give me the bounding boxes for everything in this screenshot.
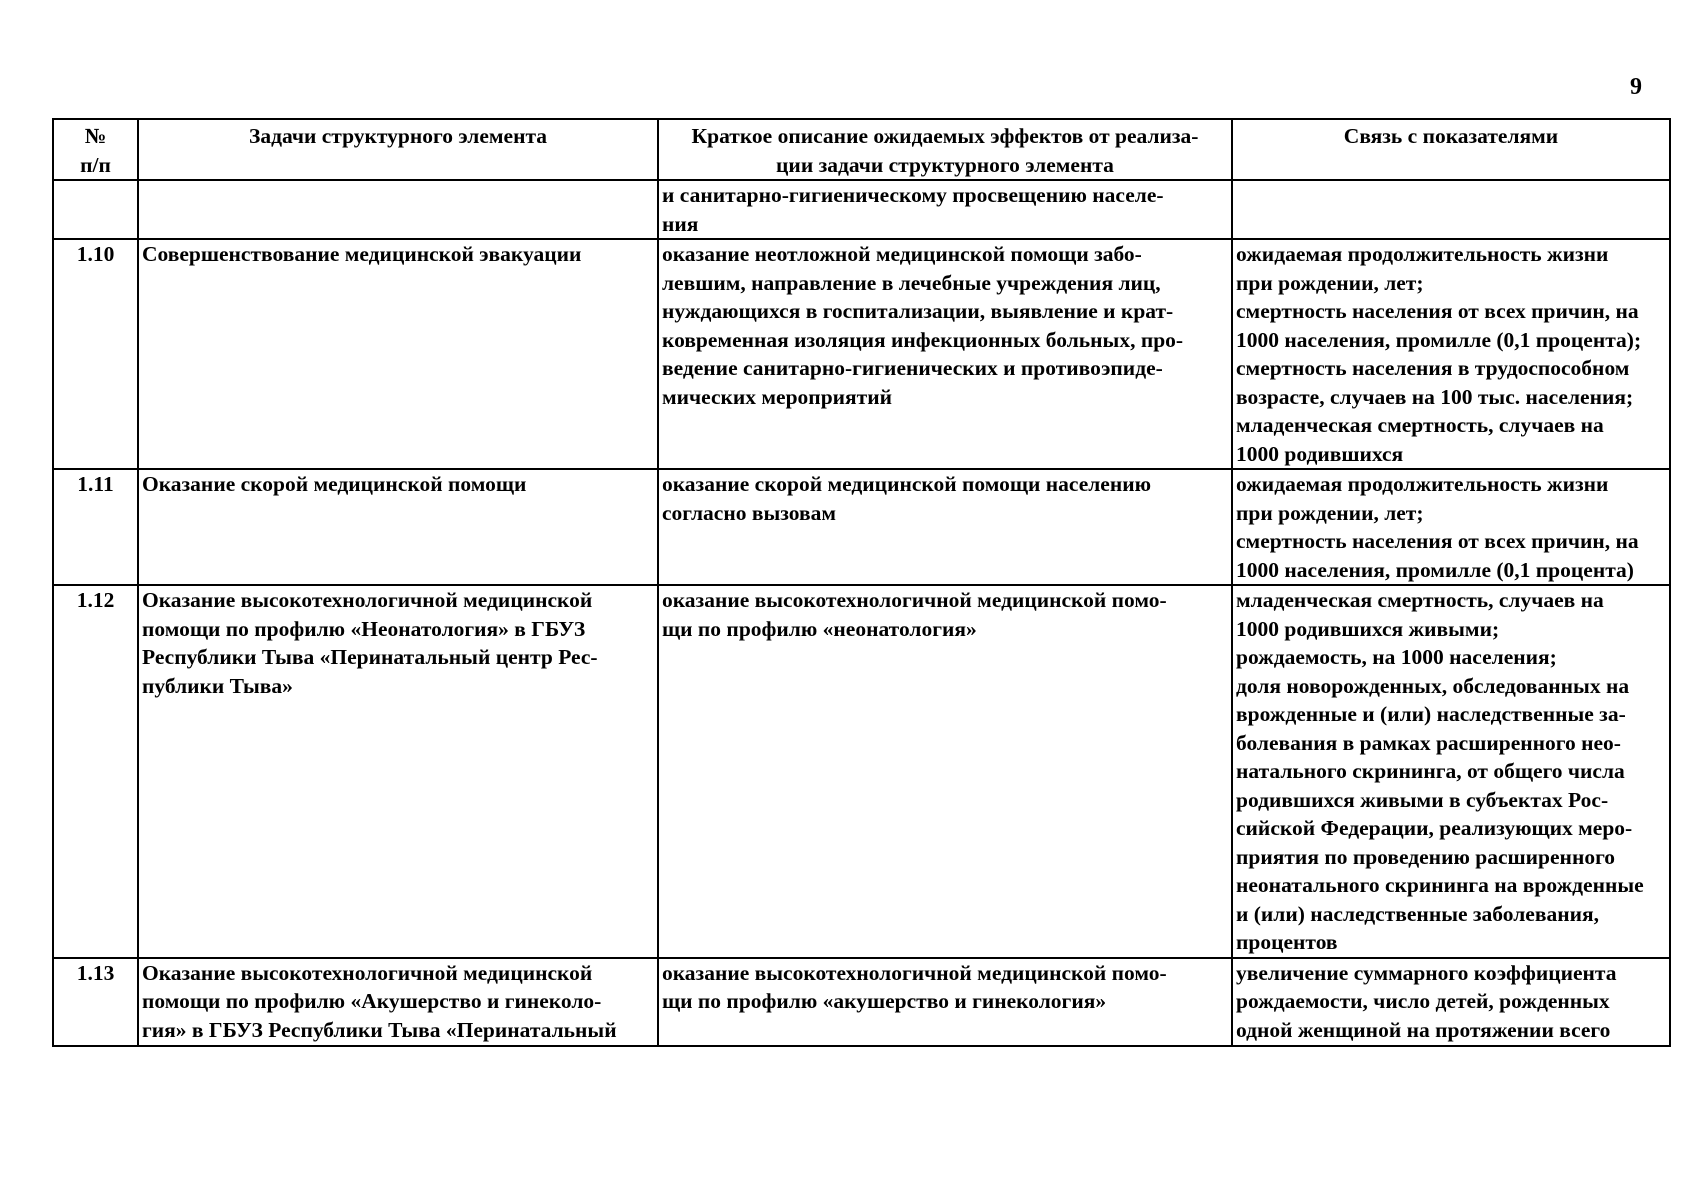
header-task: Задачи структурного элемента [138,119,658,180]
tasks-table [52,118,1671,1047]
header-link: Связь с показателями [1232,119,1670,180]
header-num: № п/п [53,119,138,180]
row-link: увеличение суммарного коэффициента рождаемости, число детей, рожденных одной женщиной на протяжении всего [1232,958,1670,1046]
page-number: 9 [1630,74,1642,100]
row-num: 1.11 [53,469,138,585]
table-row [53,585,1670,958]
row-link [1232,180,1670,239]
row-effect: оказание высокотехнологичной медицинской помо- щи по профилю «акушерство и гинекология» [658,958,1232,1046]
table-header-row [53,119,1670,180]
row-link: младенческая смертность, случаев на 1000 родившихся живыми; рождаемость, на 1000 населения; доля новорожденных, обследованных на врожденные и (или) наследственные за- болевания в рамках расширенного нео- натального скрининга, от общего числа родившихся живыми в субъектах Рос- сийской Федерации, реализующих меро- приятия по проведению расширенного неонатального скрининга на врожденные и (или) наследственные заболевания, процентов [1232,585,1670,958]
row-num: 1.10 [53,239,138,469]
row-link: ожидаемая продолжительность жизни при рождении, лет; смертность населения от всех причин, на 1000 населения, промилле (0,1 процента); смертность населения в трудоспособном возрасте, случаев на 100 тыс. населения; младенческая смертность, случаев на 1000 родившихся [1232,239,1670,469]
row-effect: оказание неотложной медицинской помощи забо- левшим, направление в лечебные учреждения лиц, нуждающихся в госпитализации, выявление и крат- ковременная изоляция инфекционных больных, про- ведение санитарно-гигиенических и противоэпиде- мических мероприятий [658,239,1232,469]
row-task [138,180,658,239]
header-effect: Краткое описание ожидаемых эффектов от реализа- ции задачи структурного элемента [658,119,1232,180]
row-link: ожидаемая продолжительность жизни при рождении, лет; смертность населения от всех причин, на 1000 населения, промилле (0,1 процента) [1232,469,1670,585]
table-row [53,239,1670,469]
row-num: 1.12 [53,585,138,958]
row-effect: оказание высокотехнологичной медицинской помо- щи по профилю «неонатология» [658,585,1232,958]
row-task: Совершенствование медицинской эвакуации [138,239,658,469]
row-effect: оказание скорой медицинской помощи населению согласно вызовам [658,469,1232,585]
row-num: 1.13 [53,958,138,1046]
row-task: Оказание высокотехнологичной медицинской помощи по профилю «Неонатология» в ГБУЗ Республики Тыва «Перинатальный центр Рес- публики Тыва» [138,585,658,958]
row-task: Оказание высокотехнологичной медицинской помощи по профилю «Акушерство и гинеколо- гия» в ГБУЗ Республики Тыва «Перинатальный [138,958,658,1046]
table-row [53,958,1670,1046]
row-effect: и санитарно-гигиеническому просвещению населе- ния [658,180,1232,239]
row-num [53,180,138,239]
table-row [53,180,1670,239]
table-row [53,469,1670,585]
row-task: Оказание скорой медицинской помощи [138,469,658,585]
